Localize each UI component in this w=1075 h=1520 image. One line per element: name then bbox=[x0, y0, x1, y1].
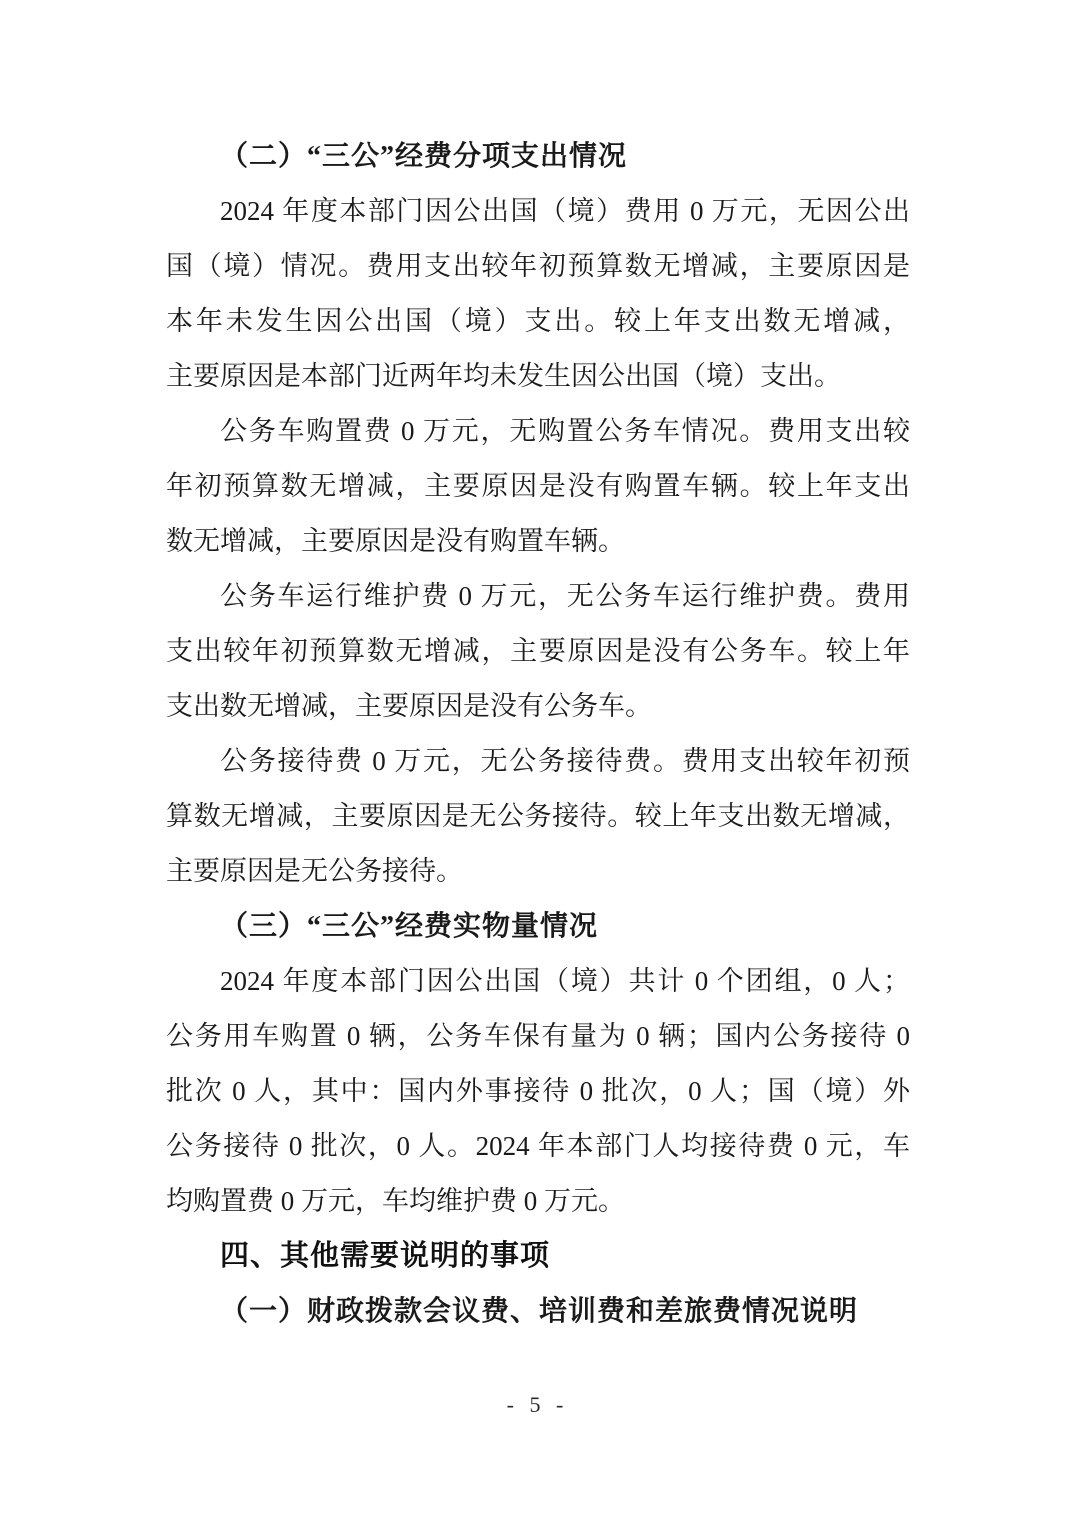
text-line: 支出较年初预算数无增减，主要原因是没有公务车。较上年 bbox=[166, 636, 910, 666]
text-line: 批次 0 人，其中：国内外事接待 0 批次，0 人；国（境）外 bbox=[166, 1076, 910, 1106]
section-heading: （二）“三公”经费分项支出情况 bbox=[220, 141, 628, 172]
text-line: 2024 年度本部门因公出国（境）共计 0 个团组，0 人； bbox=[220, 966, 910, 996]
text-line: 公务车购置费 0 万元，无购置公务车情况。费用支出较 bbox=[220, 416, 910, 446]
text-line: 本年未发生因公出国（境）支出。较上年支出数无增减， bbox=[166, 306, 910, 336]
text-line: 主要原因是无公务接待。 bbox=[166, 856, 463, 886]
text-line: 公务接待费 0 万元，无公务接待费。费用支出较年初预 bbox=[220, 746, 910, 776]
text-line: 公务用车购置 0 辆，公务车保有量为 0 辆；国内公务接待 0 bbox=[166, 1021, 910, 1051]
text-line: 公务车运行维护费 0 万元，无公务车运行维护费。费用 bbox=[220, 581, 910, 611]
page-number: - 5 - bbox=[506, 1392, 569, 1417]
text-line: 数无增减，主要原因是没有购置车辆。 bbox=[166, 526, 625, 556]
text-line: 2024 年度本部门因公出国（境）费用 0 万元，无因公出 bbox=[220, 196, 910, 226]
text-line: 国（境）情况。费用支出较年初预算数无增减，主要原因是 bbox=[166, 251, 910, 281]
section-heading: 四、其他需要说明的事项 bbox=[220, 1240, 551, 1272]
text-line: 均购置费 0 万元，车均维护费 0 万元。 bbox=[166, 1186, 625, 1216]
document-body bbox=[166, 129, 910, 1339]
text-line: 年初预算数无增减，主要原因是没有购置车辆。较上年支出 bbox=[166, 471, 910, 501]
text-line: 支出数无增减，主要原因是没有公务车。 bbox=[166, 691, 652, 721]
section-heading: （一）财政拨款会议费、培训费和差旅费情况说明 bbox=[220, 1296, 859, 1327]
text-line: 公务接待 0 批次，0 人。2024 年本部门人均接待费 0 元，车 bbox=[166, 1131, 910, 1161]
section-heading: （三）“三公”经费实物量情况 bbox=[220, 911, 599, 942]
text-line: 主要原因是本部门近两年均未发生因公出国（境）支出。 bbox=[166, 361, 841, 391]
text-line: 算数无增减，主要原因是无公务接待。较上年支出数无增减， bbox=[166, 801, 910, 831]
